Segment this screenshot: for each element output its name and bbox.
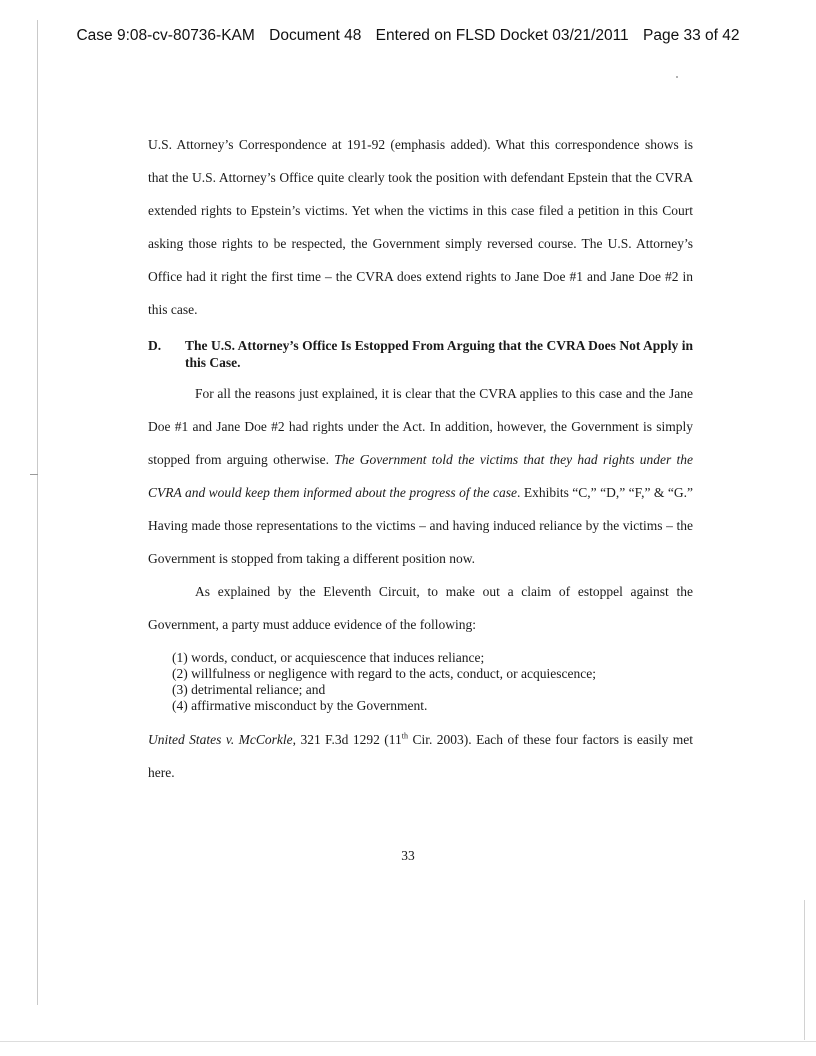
- header-case-number: Case 9:08-cv-80736-KAM: [76, 27, 255, 44]
- paragraph-estoppel-argument: [148, 377, 693, 575]
- docket-header: [0, 27, 816, 45]
- section-letter: D.: [148, 338, 162, 353]
- header-page-count: Page 33 of 42: [643, 27, 740, 44]
- list-item: (1) words, conduct, or acquiescence that induces reliance;: [172, 650, 485, 665]
- citation-case-name: United States v. McCorkle: [148, 732, 293, 747]
- bottom-edge-line: [0, 1041, 816, 1042]
- header-document-number: Document 48: [269, 27, 362, 44]
- page-number: 33: [401, 848, 415, 863]
- section-title: The U.S. Attorney’s Office Is Estopped From Arguing that the CVRA Does Not Apply in this Case.: [185, 338, 693, 370]
- paragraph-estoppel-text-start: For all the reasons just explained, it is clear that the CVRA applies to this case and the Jane Doe #1 and Jane Doe #2 had rights under the Act. In addition, however, the Government is simply stopped from arguing otherwise.: [148, 386, 693, 467]
- right-margin-line: [804, 900, 805, 1040]
- paragraph-eleventh-circuit: As explained by the Eleventh Circuit, to make out a claim of estoppel against the Government, a party must adduce evidence of the following:: [148, 584, 693, 632]
- scan-speck: [676, 76, 678, 78]
- citation-ordinal-suffix: th: [401, 731, 409, 741]
- list-item: (2) willfulness or negligence with regard to the acts, conduct, or acquiescence;: [172, 666, 596, 681]
- left-margin-tick: [30, 474, 38, 475]
- estoppel-factors-list: [172, 650, 693, 714]
- header-entered-date: Entered on FLSD Docket 03/21/2011: [375, 27, 629, 44]
- section-heading-d: [148, 337, 693, 371]
- paragraph-estoppel-text-end: . Exhibits “C,” “D,” “F,” & “G.” Having made those representations to the victims – and having induced reliance by the victims – the Government is stopped from taking a different position now.: [148, 485, 693, 566]
- paragraph-citation: [148, 723, 693, 789]
- list-item: (3) detrimental reliance; and: [172, 682, 326, 697]
- paragraph-estoppel-emphasis: The Government told the victims that they had rights under the CVRA and would keep them informed about the progress of the case: [148, 452, 694, 500]
- citation-reporter: , 321 F.3d 1292 (11: [292, 732, 402, 747]
- list-item: (4) affirmative misconduct by the Government.: [172, 698, 428, 713]
- document-body: [148, 128, 693, 789]
- citation-conclusion: Cir. 2003). Each of these four factors is easily met here.: [148, 732, 694, 780]
- paragraph-correspondence: U.S. Attorney’s Correspondence at 191-92 (emphasis added). What this correspondence shows is that the U.S. Attorney’s Office quite clearly took the position with defendant Epstein that the CVRA extended rights to Epstein’s victims. Yet when the victims in this case filed a petition in this Court asking those rights to be respected, the Government simply reversed course. The U.S. Attorney’s Office had it right the first time – the CVRA does extend rights to Jane Doe #1 and Jane Doe #2 in this case.: [148, 137, 693, 317]
